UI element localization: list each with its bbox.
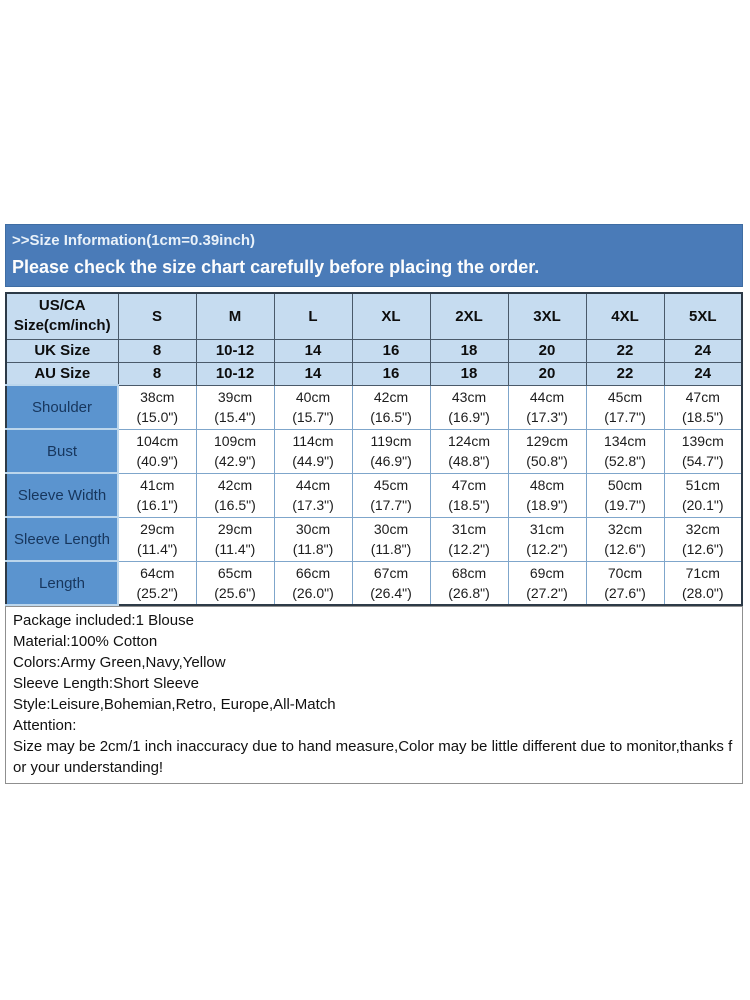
measurement-value — [118, 429, 196, 473]
cm-value: 31cm — [451, 521, 487, 537]
measurement-value — [430, 517, 508, 561]
cm-value: 134cm — [603, 433, 647, 449]
cm-value: 68cm — [451, 564, 487, 581]
measurement-value — [664, 385, 742, 429]
size-header-row — [6, 293, 742, 339]
measurement-value — [664, 429, 742, 473]
inch-value: (44.9") — [292, 453, 334, 469]
measurement-value — [508, 385, 586, 429]
cm-value: 31cm — [529, 521, 565, 537]
cm-value: 124cm — [447, 433, 491, 449]
detail-line: Size may be 2cm/1 inch inaccuracy due to hand measure,Color may be little different due to monitor,thanks for your understanding! — [13, 738, 733, 776]
region-size-value: 16 — [352, 339, 430, 362]
measurement-value — [352, 385, 430, 429]
measurement-value — [664, 473, 742, 517]
inch-value: (15.4") — [214, 409, 256, 425]
banner-title: >>Size Information(1cm=0.39inch) — [12, 232, 255, 249]
inch-value: (11.4") — [214, 541, 256, 557]
size-info-banner — [5, 224, 743, 287]
banner-subtitle: Please check the size chart carefully before placing the order. — [12, 257, 540, 277]
cm-value: 64cm — [140, 564, 175, 581]
inch-value: (18.9") — [526, 497, 568, 513]
inch-value: (42.9") — [214, 453, 256, 469]
measurement-value — [586, 429, 664, 473]
inch-value: (12.2") — [526, 541, 568, 557]
measurement-label: Bust — [6, 429, 118, 473]
cm-value: 71cm — [685, 564, 720, 581]
cm-value: 45cm — [607, 389, 643, 405]
size-header-cell: 5XL — [664, 293, 742, 339]
measurement-value — [196, 385, 274, 429]
measurement-value — [352, 517, 430, 561]
cm-value: 51cm — [685, 477, 720, 493]
detail-line: Sleeve Length:Short Sleeve — [13, 675, 199, 692]
measurement-value — [274, 561, 352, 605]
size-header-cell: 4XL — [586, 293, 664, 339]
inch-value: (52.8") — [604, 453, 646, 469]
product-details — [5, 606, 743, 784]
cm-value: 50cm — [607, 477, 643, 493]
detail-line: Package included:1 Blouse — [13, 612, 194, 629]
cm-value: 32cm — [607, 521, 643, 537]
cm-value: 109cm — [213, 433, 257, 449]
inch-value: (17.7") — [604, 409, 646, 425]
inch-value: (11.4") — [136, 541, 178, 557]
measurement-label: Sleeve Length — [6, 517, 118, 561]
measurement-row — [6, 385, 742, 429]
measurement-value — [586, 561, 664, 605]
inch-value: (46.9") — [370, 453, 412, 469]
measurement-value — [274, 473, 352, 517]
inch-value: (27.6") — [604, 584, 646, 601]
size-header-cell: L — [274, 293, 352, 339]
inch-value: (26.0") — [292, 584, 334, 601]
cm-value: 45cm — [373, 477, 409, 493]
inch-value: (17.3") — [526, 409, 568, 425]
inch-value: (19.7") — [604, 497, 646, 513]
measurement-value — [274, 429, 352, 473]
size-header-cell: S — [118, 293, 196, 339]
measurement-value — [508, 429, 586, 473]
region-label: UK Size — [6, 339, 118, 362]
inch-value: (48.8") — [448, 453, 490, 469]
region-size-value: 20 — [508, 339, 586, 362]
inch-value: (28.0") — [681, 584, 724, 601]
region-size-value: 14 — [274, 339, 352, 362]
inch-value: (54.7") — [681, 453, 724, 469]
region-size-value: 20 — [508, 362, 586, 385]
measurement-value — [508, 473, 586, 517]
cm-value: 47cm — [451, 477, 487, 493]
inch-value: (17.3") — [292, 497, 334, 513]
size-header-cell: M — [196, 293, 274, 339]
cm-value: 66cm — [295, 564, 331, 581]
measurement-label: Shoulder — [6, 385, 118, 429]
inch-value: (12.6") — [604, 541, 646, 557]
inch-value: (26.4") — [370, 584, 412, 601]
cm-value: 47cm — [685, 389, 720, 405]
inch-value: (16.1") — [136, 497, 179, 513]
region-size-value: 22 — [586, 339, 664, 362]
measurement-value — [196, 429, 274, 473]
measurement-value — [118, 385, 196, 429]
inch-value: (50.8") — [526, 453, 568, 469]
region-size-row — [6, 362, 742, 385]
cm-value: 32cm — [685, 521, 720, 537]
measurement-value — [196, 517, 274, 561]
cm-value: 30cm — [295, 521, 331, 537]
inch-value: (11.8") — [370, 541, 412, 557]
inch-value: (15.7") — [292, 409, 334, 425]
measurement-value — [274, 385, 352, 429]
region-size-value: 10-12 — [196, 362, 274, 385]
cm-value: 29cm — [140, 521, 175, 537]
cm-value: 114cm — [292, 433, 334, 449]
detail-line: Colors:Army Green,Navy,Yellow — [13, 654, 226, 671]
cm-value: 139cm — [681, 433, 724, 449]
inch-value: (16.5") — [214, 497, 256, 513]
cm-value: 40cm — [295, 389, 331, 405]
cm-value: 69cm — [529, 564, 565, 581]
measurement-value — [118, 561, 196, 605]
measurement-row — [6, 561, 742, 605]
region-label: AU Size — [6, 362, 118, 385]
inch-value: (16.5") — [370, 409, 412, 425]
size-header-cell: XL — [352, 293, 430, 339]
size-header-cell: 3XL — [508, 293, 586, 339]
inch-value: (18.5") — [448, 497, 490, 513]
cm-value: 67cm — [373, 564, 409, 581]
region-size-value: 16 — [352, 362, 430, 385]
cm-value: 39cm — [217, 389, 253, 405]
cm-value: 44cm — [529, 389, 565, 405]
cm-value: 30cm — [373, 521, 409, 537]
region-size-value: 14 — [274, 362, 352, 385]
inch-value: (26.8") — [448, 584, 490, 601]
size-chart-panel — [5, 224, 743, 784]
measurement-value — [430, 473, 508, 517]
cm-value: 43cm — [451, 389, 487, 405]
cm-value: 42cm — [217, 477, 253, 493]
measurement-value — [586, 385, 664, 429]
measurement-value — [352, 473, 430, 517]
corner-header-line: Size(cm/inch) — [13, 317, 111, 335]
region-size-value: 24 — [664, 362, 742, 385]
cm-value: 38cm — [140, 389, 175, 405]
measurement-value — [430, 561, 508, 605]
detail-line: Attention: — [13, 717, 77, 734]
inch-value: (16.9") — [448, 409, 490, 425]
measurement-label: Sleeve Width — [6, 473, 118, 517]
cm-value: 29cm — [217, 521, 253, 537]
cm-value: 42cm — [373, 389, 409, 405]
measurement-value — [196, 473, 274, 517]
region-size-value: 24 — [664, 339, 742, 362]
inch-value: (27.2") — [526, 584, 568, 601]
inch-value: (40.9") — [136, 453, 179, 469]
measurement-row — [6, 429, 742, 473]
inch-value: (12.6") — [681, 541, 724, 557]
size-header-cell: 2XL — [430, 293, 508, 339]
inch-value: (12.2") — [448, 541, 490, 557]
region-size-value: 22 — [586, 362, 664, 385]
measurement-row — [6, 473, 742, 517]
measurement-value — [508, 517, 586, 561]
measurement-value — [664, 517, 742, 561]
corner-header-line: US/CA — [38, 297, 86, 315]
measurement-value — [352, 429, 430, 473]
cm-value: 48cm — [529, 477, 565, 493]
measurement-value — [430, 429, 508, 473]
cm-value: 70cm — [607, 564, 643, 581]
inch-value: (15.0") — [136, 409, 179, 425]
inch-value: (20.1") — [681, 497, 724, 513]
measurement-value — [430, 385, 508, 429]
measurement-value — [118, 517, 196, 561]
measurement-row — [6, 517, 742, 561]
corner-header-cell — [6, 293, 118, 339]
inch-value: (18.5") — [681, 409, 724, 425]
measurement-value — [508, 561, 586, 605]
region-size-value: 18 — [430, 339, 508, 362]
size-chart-table — [5, 292, 743, 606]
detail-line: Material:100% Cotton — [13, 633, 158, 650]
cm-value: 129cm — [525, 433, 569, 449]
measurement-value — [196, 561, 274, 605]
region-size-value: 10-12 — [196, 339, 274, 362]
cm-value: 44cm — [295, 477, 331, 493]
region-size-value: 18 — [430, 362, 508, 385]
measurement-label: Length — [6, 561, 118, 605]
detail-line: Style:Leisure,Bohemian,Retro, Europe,All-Match — [13, 696, 336, 713]
cm-value: 65cm — [217, 564, 253, 581]
measurement-value — [586, 473, 664, 517]
measurement-value — [118, 473, 196, 517]
region-size-value: 8 — [118, 362, 196, 385]
inch-value: (25.6") — [214, 584, 256, 601]
inch-value: (11.8") — [292, 541, 334, 557]
measurement-value — [586, 517, 664, 561]
inch-value: (17.7") — [370, 497, 412, 513]
cm-value: 119cm — [370, 433, 412, 449]
cm-value: 41cm — [140, 477, 175, 493]
inch-value: (25.2") — [136, 584, 179, 601]
measurement-value — [664, 561, 742, 605]
cm-value: 104cm — [136, 433, 179, 449]
measurement-value — [274, 517, 352, 561]
measurement-value — [352, 561, 430, 605]
region-size-row — [6, 339, 742, 362]
region-size-value: 8 — [118, 339, 196, 362]
